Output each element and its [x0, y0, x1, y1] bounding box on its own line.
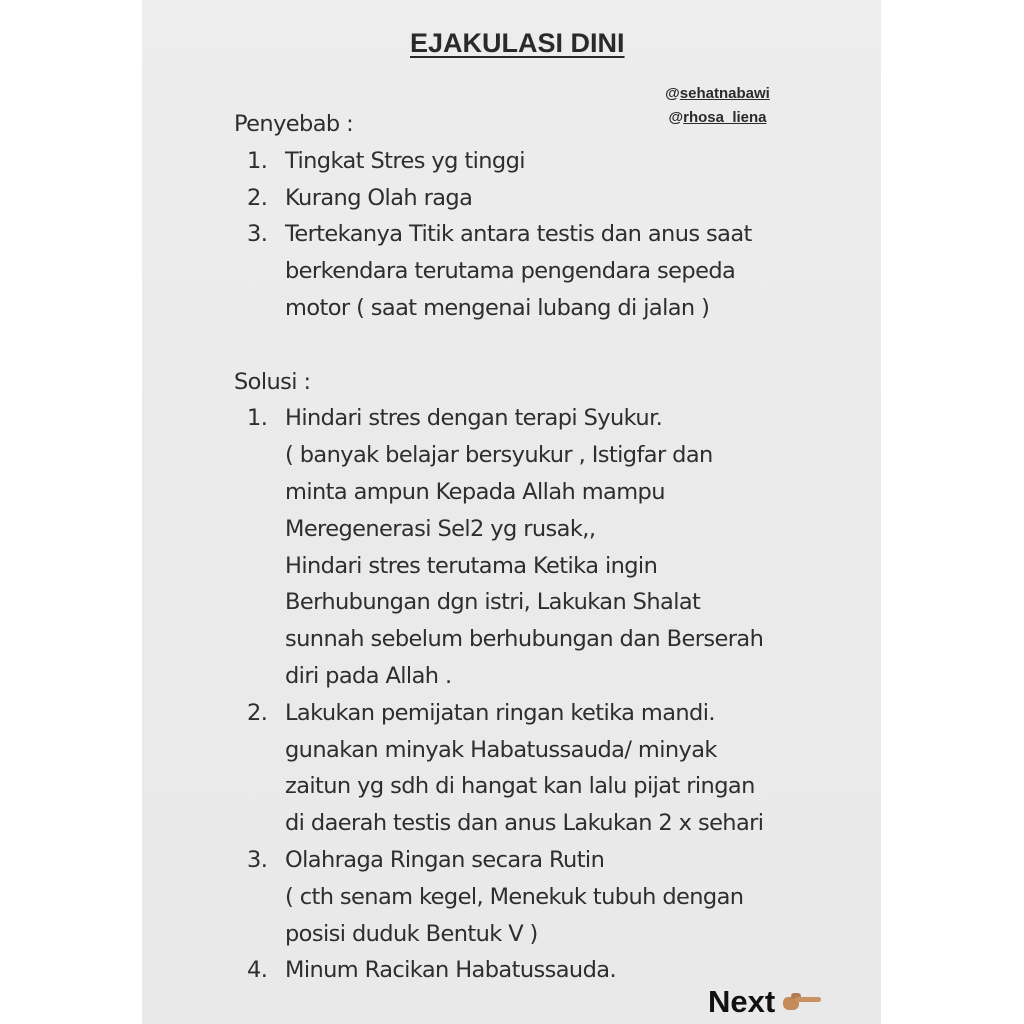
penyebab-heading: Penyebab :: [234, 111, 354, 137]
list-item: 2. Kurang Olah raga: [247, 184, 473, 211]
pointing-right-hand-icon: [783, 993, 821, 1011]
list-item: 4. Minum Racikan Habatussauda.: [247, 957, 617, 984]
list-item: 3. Tertekanya Titik antara testis dan anus saat berkendara terutama pengendara sepeda motor ( saat mengenai lubang di jalan ): [247, 221, 752, 321]
document-body: [234, 106, 834, 989]
list-item: 3. Olahraga Ringan secara Rutin ( cth senam kegel, Menekuk tubuh dengan posisi duduk Bentuk V ): [247, 846, 744, 947]
handle-sehatnabawi[interactable]: @sehatnabawi: [665, 85, 770, 102]
penyebab-list: [234, 143, 834, 327]
next-indicator[interactable]: [708, 984, 821, 1020]
next-label: Next: [708, 984, 776, 1019]
page-title: EJAKULASI DINI: [410, 28, 625, 58]
list-item: 1. Tingkat Stres yg tinggi: [247, 147, 525, 174]
list-item: 2. Lakukan pemijatan ringan ketika mandi. gunakan minyak Habatussauda/ minyak zaitun yg sdh di hangat kan lalu pijat ringan di daerah testis dan anus Lakukan 2 x sehari: [247, 699, 764, 837]
solusi-list: [234, 400, 834, 989]
handle-rhosa-liena[interactable]: @rhosa_liena: [668, 109, 767, 126]
solusi-heading: Solusi :: [234, 368, 311, 395]
list-item: 1. Hindari stres dengan terapi Syukur. ( banyak belajar bersyukur , Istigfar dan minta ampun Kepada Allah mampu Meregenerasi Sel2 yg rusak,, Hindari stres terutama Ketika ingin Berhubungan dgn istri, Lakukan Shalat sunnah sebelum berhubungan dan Berserah diri pada Allah .: [247, 405, 764, 689]
